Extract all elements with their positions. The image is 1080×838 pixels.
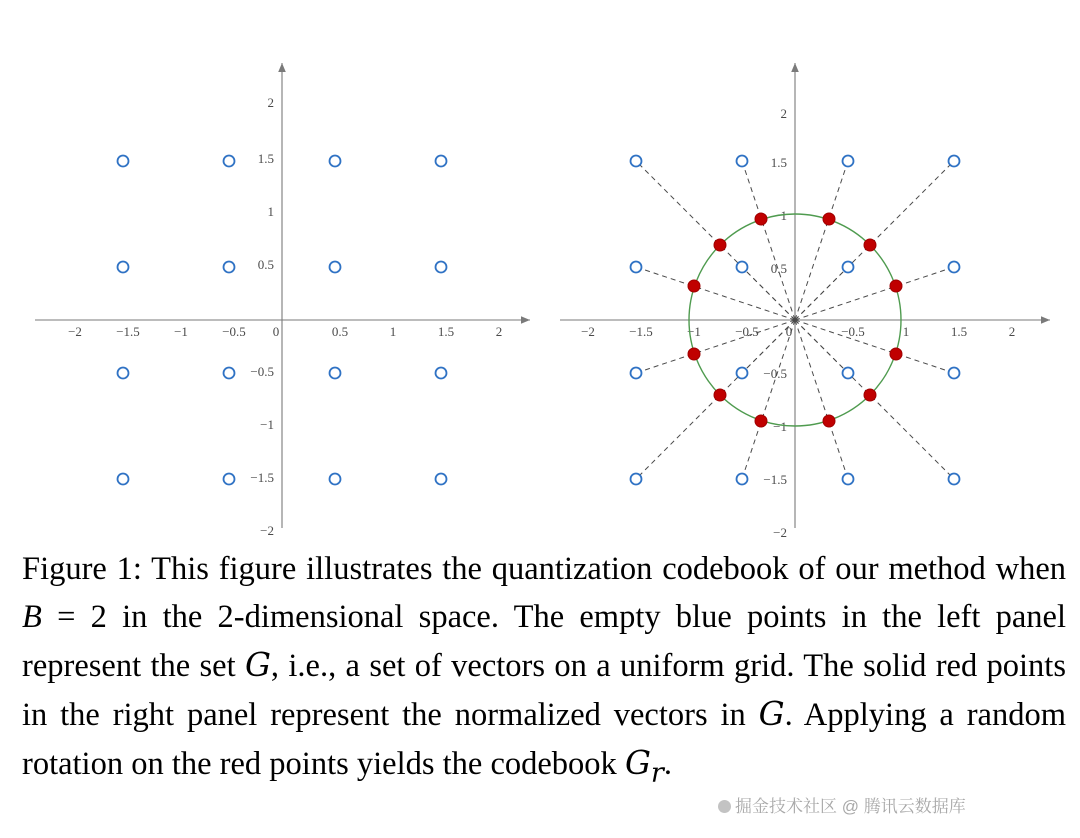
dashed-ray	[795, 267, 954, 320]
y-axis-arrow	[278, 63, 286, 72]
grid-point	[118, 262, 129, 273]
grid-point	[631, 156, 642, 167]
x-axis-arrow	[1041, 316, 1050, 324]
x-tick-label: 0	[272, 324, 280, 339]
caption-symbol-g2: G	[758, 695, 785, 734]
x-tick-label: −0.5	[222, 324, 246, 339]
grid-point	[949, 262, 960, 273]
grid-point	[737, 474, 748, 485]
x-tick-label: 1	[389, 324, 397, 339]
right-panel-svg	[530, 18, 1070, 538]
watermark-text: 掘金技术社区 @ 腾讯云数据库	[735, 797, 966, 816]
y-tick-label: −1.5	[763, 472, 787, 487]
x-tick-label: 1.5	[437, 324, 455, 339]
x-tick-label: 2	[495, 324, 503, 339]
caption-text-2: = 2 in the 2-dimensional space. The empty blue points in the left panel represent the set	[22, 599, 1066, 685]
normalized-point	[864, 389, 876, 401]
x-tick-label: −2	[581, 324, 595, 339]
x-tick-label: −1	[687, 324, 701, 339]
y-tick-label: −2	[773, 525, 787, 538]
left-panel-grid-plot	[0, 18, 540, 538]
figure-caption	[22, 545, 1066, 794]
caption-text-1: Figure 1: This figure illustrates the quantization codebook of our method when	[22, 551, 1066, 587]
grid-point	[631, 262, 642, 273]
grid-point	[737, 156, 748, 167]
grid-point	[224, 368, 235, 379]
grid-point	[330, 156, 341, 167]
x-tick-label: −1	[174, 324, 188, 339]
caption-symbol-g1: G	[244, 646, 271, 685]
normalized-point	[755, 415, 767, 427]
grid-point	[843, 262, 854, 273]
x-tick-label: 1	[902, 324, 910, 339]
caption-text-4: . Applying a random rotation on the red points yields the codebook	[22, 697, 1066, 783]
grid-point	[737, 262, 748, 273]
y-tick-label: 1.5	[257, 151, 274, 166]
y-tick-label: 2	[267, 95, 274, 110]
normalized-point	[823, 415, 835, 427]
grid-point	[949, 368, 960, 379]
y-tick-label: −0.5	[250, 364, 274, 379]
normalized-point	[864, 239, 876, 251]
grid-point	[224, 474, 235, 485]
x-tick-label: −2	[68, 324, 82, 339]
grid-point	[436, 474, 447, 485]
grid-point	[843, 474, 854, 485]
grid-point	[436, 368, 447, 379]
caption-text-5: .	[663, 746, 672, 783]
x-tick-label: −0.5	[841, 324, 865, 339]
normalized-point	[823, 213, 835, 225]
normalized-point	[755, 213, 767, 225]
y-tick-label: 1	[780, 208, 787, 223]
normalized-point	[890, 280, 902, 292]
y-tick-label: −2	[260, 523, 274, 538]
grid-point	[224, 156, 235, 167]
grid-point	[631, 474, 642, 485]
grid-point	[843, 368, 854, 379]
y-tick-label: −1	[260, 417, 274, 432]
x-axis-arrow	[521, 316, 530, 324]
grid-point	[737, 368, 748, 379]
left-panel-svg	[0, 18, 540, 538]
y-tick-label: −0.5	[763, 366, 787, 381]
grid-point	[949, 156, 960, 167]
y-tick-label: 2	[780, 106, 787, 121]
dashed-ray	[795, 320, 954, 373]
x-tick-label: −0.5	[735, 324, 759, 339]
figure-panels	[0, 18, 1080, 538]
y-axis-arrow	[791, 63, 799, 72]
x-tick-label: −1.5	[116, 324, 140, 339]
y-tick-label: 0.5	[257, 257, 274, 272]
grid-point	[118, 156, 129, 167]
dashed-ray	[795, 320, 848, 479]
x-tick-label: −1.5	[629, 324, 653, 339]
grid-point	[330, 474, 341, 485]
watermark-logo-icon	[718, 800, 731, 813]
dashed-ray	[795, 161, 848, 320]
normalized-point	[688, 348, 700, 360]
grid-point	[330, 262, 341, 273]
caption-text-3: , i.e., a set of vectors on a uniform grid. The solid red points in the right panel represent the normalized vectors in	[22, 648, 1066, 734]
normalized-point	[714, 389, 726, 401]
grid-point	[118, 474, 129, 485]
y-tick-label: 1.5	[770, 155, 787, 170]
grid-point	[436, 262, 447, 273]
watermark	[718, 792, 966, 817]
dashed-ray	[795, 267, 848, 320]
caption-symbol-g3-subscript: r	[650, 757, 664, 789]
grid-point	[843, 156, 854, 167]
grid-point	[436, 156, 447, 167]
normalized-point	[890, 348, 902, 360]
grid-point	[118, 368, 129, 379]
grid-point	[330, 368, 341, 379]
x-tick-label: 1.5	[950, 324, 968, 339]
dashed-ray	[742, 320, 795, 479]
normalized-point	[714, 239, 726, 251]
caption-math-b: B	[22, 599, 42, 636]
right-panel-normalized-plot	[530, 18, 1070, 538]
y-tick-label: −1.5	[250, 470, 274, 485]
grid-point	[224, 262, 235, 273]
grid-point	[631, 368, 642, 379]
x-tick-label: 0	[785, 324, 793, 339]
caption-symbol-g3: G	[624, 744, 651, 783]
normalized-point	[688, 280, 700, 292]
dashed-ray	[742, 161, 795, 320]
x-tick-label: 0.5	[331, 324, 349, 339]
dashed-ray	[742, 267, 795, 320]
y-tick-label: 1	[267, 204, 274, 219]
x-tick-label: 2	[1008, 324, 1016, 339]
y-tick-label: 0.5	[770, 261, 787, 276]
y-tick-label: −1	[773, 419, 787, 434]
grid-point	[949, 474, 960, 485]
